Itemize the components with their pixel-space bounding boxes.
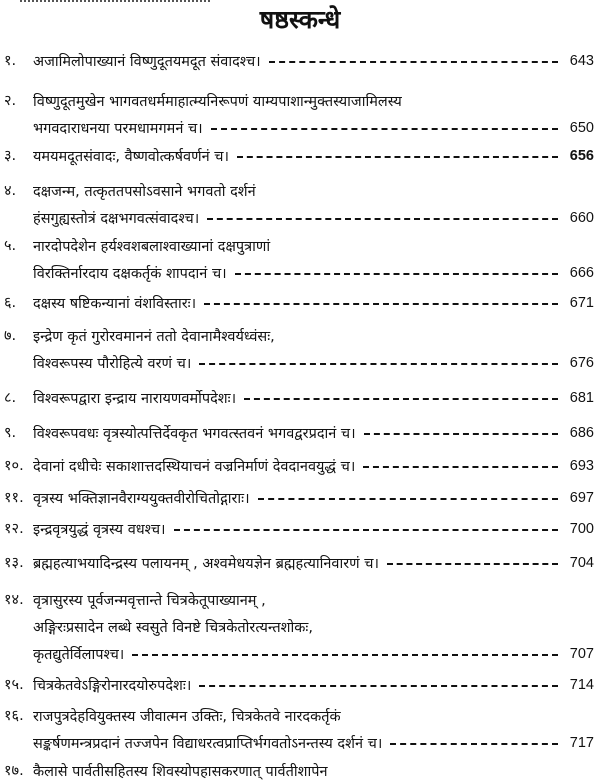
- entry-number: ११.: [4, 490, 24, 506]
- entry-text: दक्षस्य षष्टिकन्यानां वंशविस्तारः।: [33, 296, 197, 312]
- entry-number: ४.: [4, 183, 17, 199]
- entry-line: [33, 485, 594, 511]
- entry-number: २.: [4, 93, 17, 109]
- entry-number: ५.: [4, 238, 17, 254]
- entry-text: हंसगुह्यस्तोत्रं दक्षभगवत्संवादश्च।: [33, 211, 200, 227]
- entry-text: नारदोपदेशेन हर्यश्वशबलाश्वाख्यानां दक्षपुत्राणां: [33, 239, 271, 255]
- entry-text: भगवदाराधनया परमधामगमनं च।: [33, 121, 203, 137]
- entry-text: विश्वरूपस्य पौरोहित्ये वरणं च।: [33, 356, 192, 372]
- page-number: 656: [569, 148, 594, 164]
- entry-text: कैलासे पार्वतीसहितस्य शिवस्योपहासकरणात् पार्वतीशापेन: [33, 764, 328, 780]
- entry-number: ७.: [4, 328, 17, 344]
- entry-text: इन्द्रवृत्रयुद्धं वृत्रस्य वधश्च।: [33, 522, 166, 538]
- dash-leader: [363, 466, 558, 468]
- entry-line: [33, 420, 594, 446]
- dash-leader: [199, 363, 558, 365]
- page-number: 707: [569, 646, 594, 662]
- page-number: 717: [569, 735, 594, 751]
- entry-line: [33, 88, 594, 114]
- page-title: षष्ठस्कन्धे: [259, 5, 341, 34]
- entry-number: १७.: [4, 763, 24, 779]
- entry-number: १४.: [4, 592, 24, 608]
- dash-leader: [387, 563, 558, 565]
- page-number: 666: [569, 265, 594, 281]
- page-number: 681: [569, 390, 594, 406]
- dash-leader: [244, 398, 558, 400]
- page-number: 700: [569, 521, 594, 537]
- entry-text: यमयमदूतसंवादः, वैष्णवोत्कर्षवर्णनं च।: [33, 149, 229, 165]
- entry-number: १३.: [4, 555, 24, 571]
- entry-line: [33, 550, 594, 576]
- entry-line: [33, 48, 594, 74]
- entry-text: विष्णुदूतमुखेन भागवतधर्ममाहात्म्यनिरूपणं याम्यपाशान्मुक्तस्याजामिलस्य: [33, 94, 402, 110]
- entry-line: [33, 350, 594, 376]
- entry-number: १.: [4, 53, 17, 69]
- entry-line: [33, 385, 594, 411]
- entry-line: [33, 614, 594, 640]
- entry-text: इन्द्रेण कृतं गुरोरवमाननं ततो देवानामैश्वर्यध्वंसः,: [33, 329, 275, 345]
- entry-text: वृत्रस्य भक्तिज्ञानवैराग्ययुक्तवीरोचितोद्गाराः।: [33, 491, 250, 507]
- entry-number: १५.: [4, 677, 24, 693]
- entry-line: [33, 260, 594, 286]
- entry-number: १६.: [4, 708, 24, 724]
- entry-line: [33, 516, 594, 542]
- dash-leader: [211, 128, 558, 130]
- entry-number: ९.: [4, 425, 17, 441]
- dash-leader: [174, 529, 558, 531]
- entry-line: [33, 178, 594, 204]
- entry-line: [33, 758, 594, 784]
- dash-leader: [364, 433, 558, 435]
- dash-leader: [207, 218, 558, 220]
- entry-number: १०.: [4, 458, 24, 474]
- entry-line: [33, 703, 594, 729]
- page-number: 704: [569, 555, 594, 571]
- entry-text: कृतद्युतेर्विलापश्च।: [33, 647, 125, 663]
- entry-line: [33, 143, 594, 169]
- entry-text: ब्रह्महत्याभयादिन्द्रस्य पलायनम् , अश्वमेधयज्ञेन ब्रह्महत्यानिवारणं च।: [33, 556, 379, 572]
- dash-leader: [237, 156, 558, 158]
- dash-leader: [235, 273, 558, 275]
- entry-line: [33, 730, 594, 756]
- dash-leader: [199, 685, 558, 687]
- entry-line: [33, 641, 594, 667]
- entry-text: विश्वरूपद्वारा इन्द्राय नारायणवर्मोपदेशः।: [33, 391, 237, 407]
- entry-line: [33, 323, 594, 349]
- entry-line: [33, 205, 594, 231]
- entry-text: दक्षजन्म, तत्कृततपसोऽवसाने भगवतो दर्शनं: [33, 184, 256, 200]
- entry-text: अङ्गिरःप्रसादेन लब्धे स्वसुते विनष्टे चित्रकेतोरत्यन्तशोकः,: [33, 620, 313, 636]
- page-number: 714: [569, 677, 594, 693]
- entry-number: ३.: [4, 148, 17, 164]
- page-number: 671: [569, 295, 594, 311]
- entry-number: १२.: [4, 521, 24, 537]
- entry-text: राजपुत्रदेहवियुक्तस्य जीवात्मन उक्तिः, चित्रकेतवे नारदकर्तृकं: [33, 709, 341, 725]
- page-number: 697: [569, 490, 594, 506]
- entry-line: [33, 587, 594, 613]
- entry-line: [33, 672, 594, 698]
- dash-leader: [390, 743, 558, 745]
- entry-number: ६.: [4, 295, 17, 311]
- entry-line: [33, 233, 594, 259]
- entry-text: विरक्तिर्नारदाय दक्षकर्तृकं शापदानं च।: [33, 266, 227, 282]
- entry-text: चित्रकेतवेऽङ्गिरोनारदयोरुपदेशः।: [33, 678, 192, 694]
- entry-text: देवानां दधीचेः सकाशात्तदस्थियाचनं वज्रनिर्माणं देवदानवयुद्धं च।: [33, 459, 356, 475]
- dash-leader: [258, 498, 558, 500]
- page-number: 676: [569, 355, 594, 371]
- dash-leader: [269, 61, 558, 63]
- entry-text: वृत्रासुरस्य पूर्वजन्मवृत्तान्ते चित्रकेतूपाख्यानम् ,: [33, 593, 266, 609]
- dash-leader: [132, 654, 558, 656]
- entry-line: [33, 290, 594, 316]
- page-number: 643: [569, 53, 594, 69]
- dash-leader: [204, 303, 558, 305]
- entry-line: [33, 115, 594, 141]
- entry-line: [33, 453, 594, 479]
- page-number: 660: [569, 210, 594, 226]
- entry-text: अजामिलोपाख्यानं विष्णुदूतयमदूत संवादश्च।: [33, 54, 261, 70]
- entry-text: विश्वरूपवधः वृत्रस्योत्पत्तिर्देवकृत भगवत्स्तवनं भगवद्वरप्रदानं च।: [33, 426, 356, 442]
- page-number: 650: [569, 120, 594, 136]
- page-number: 693: [569, 458, 594, 474]
- page-number: 686: [569, 425, 594, 441]
- entry-number: ८.: [4, 390, 17, 406]
- entry-text: सङ्कर्षणमन्त्रप्रदानं तज्जपेन विद्याधरत्वप्राप्तिर्भगवतोऽनन्तस्य दर्शनं च।: [33, 736, 383, 752]
